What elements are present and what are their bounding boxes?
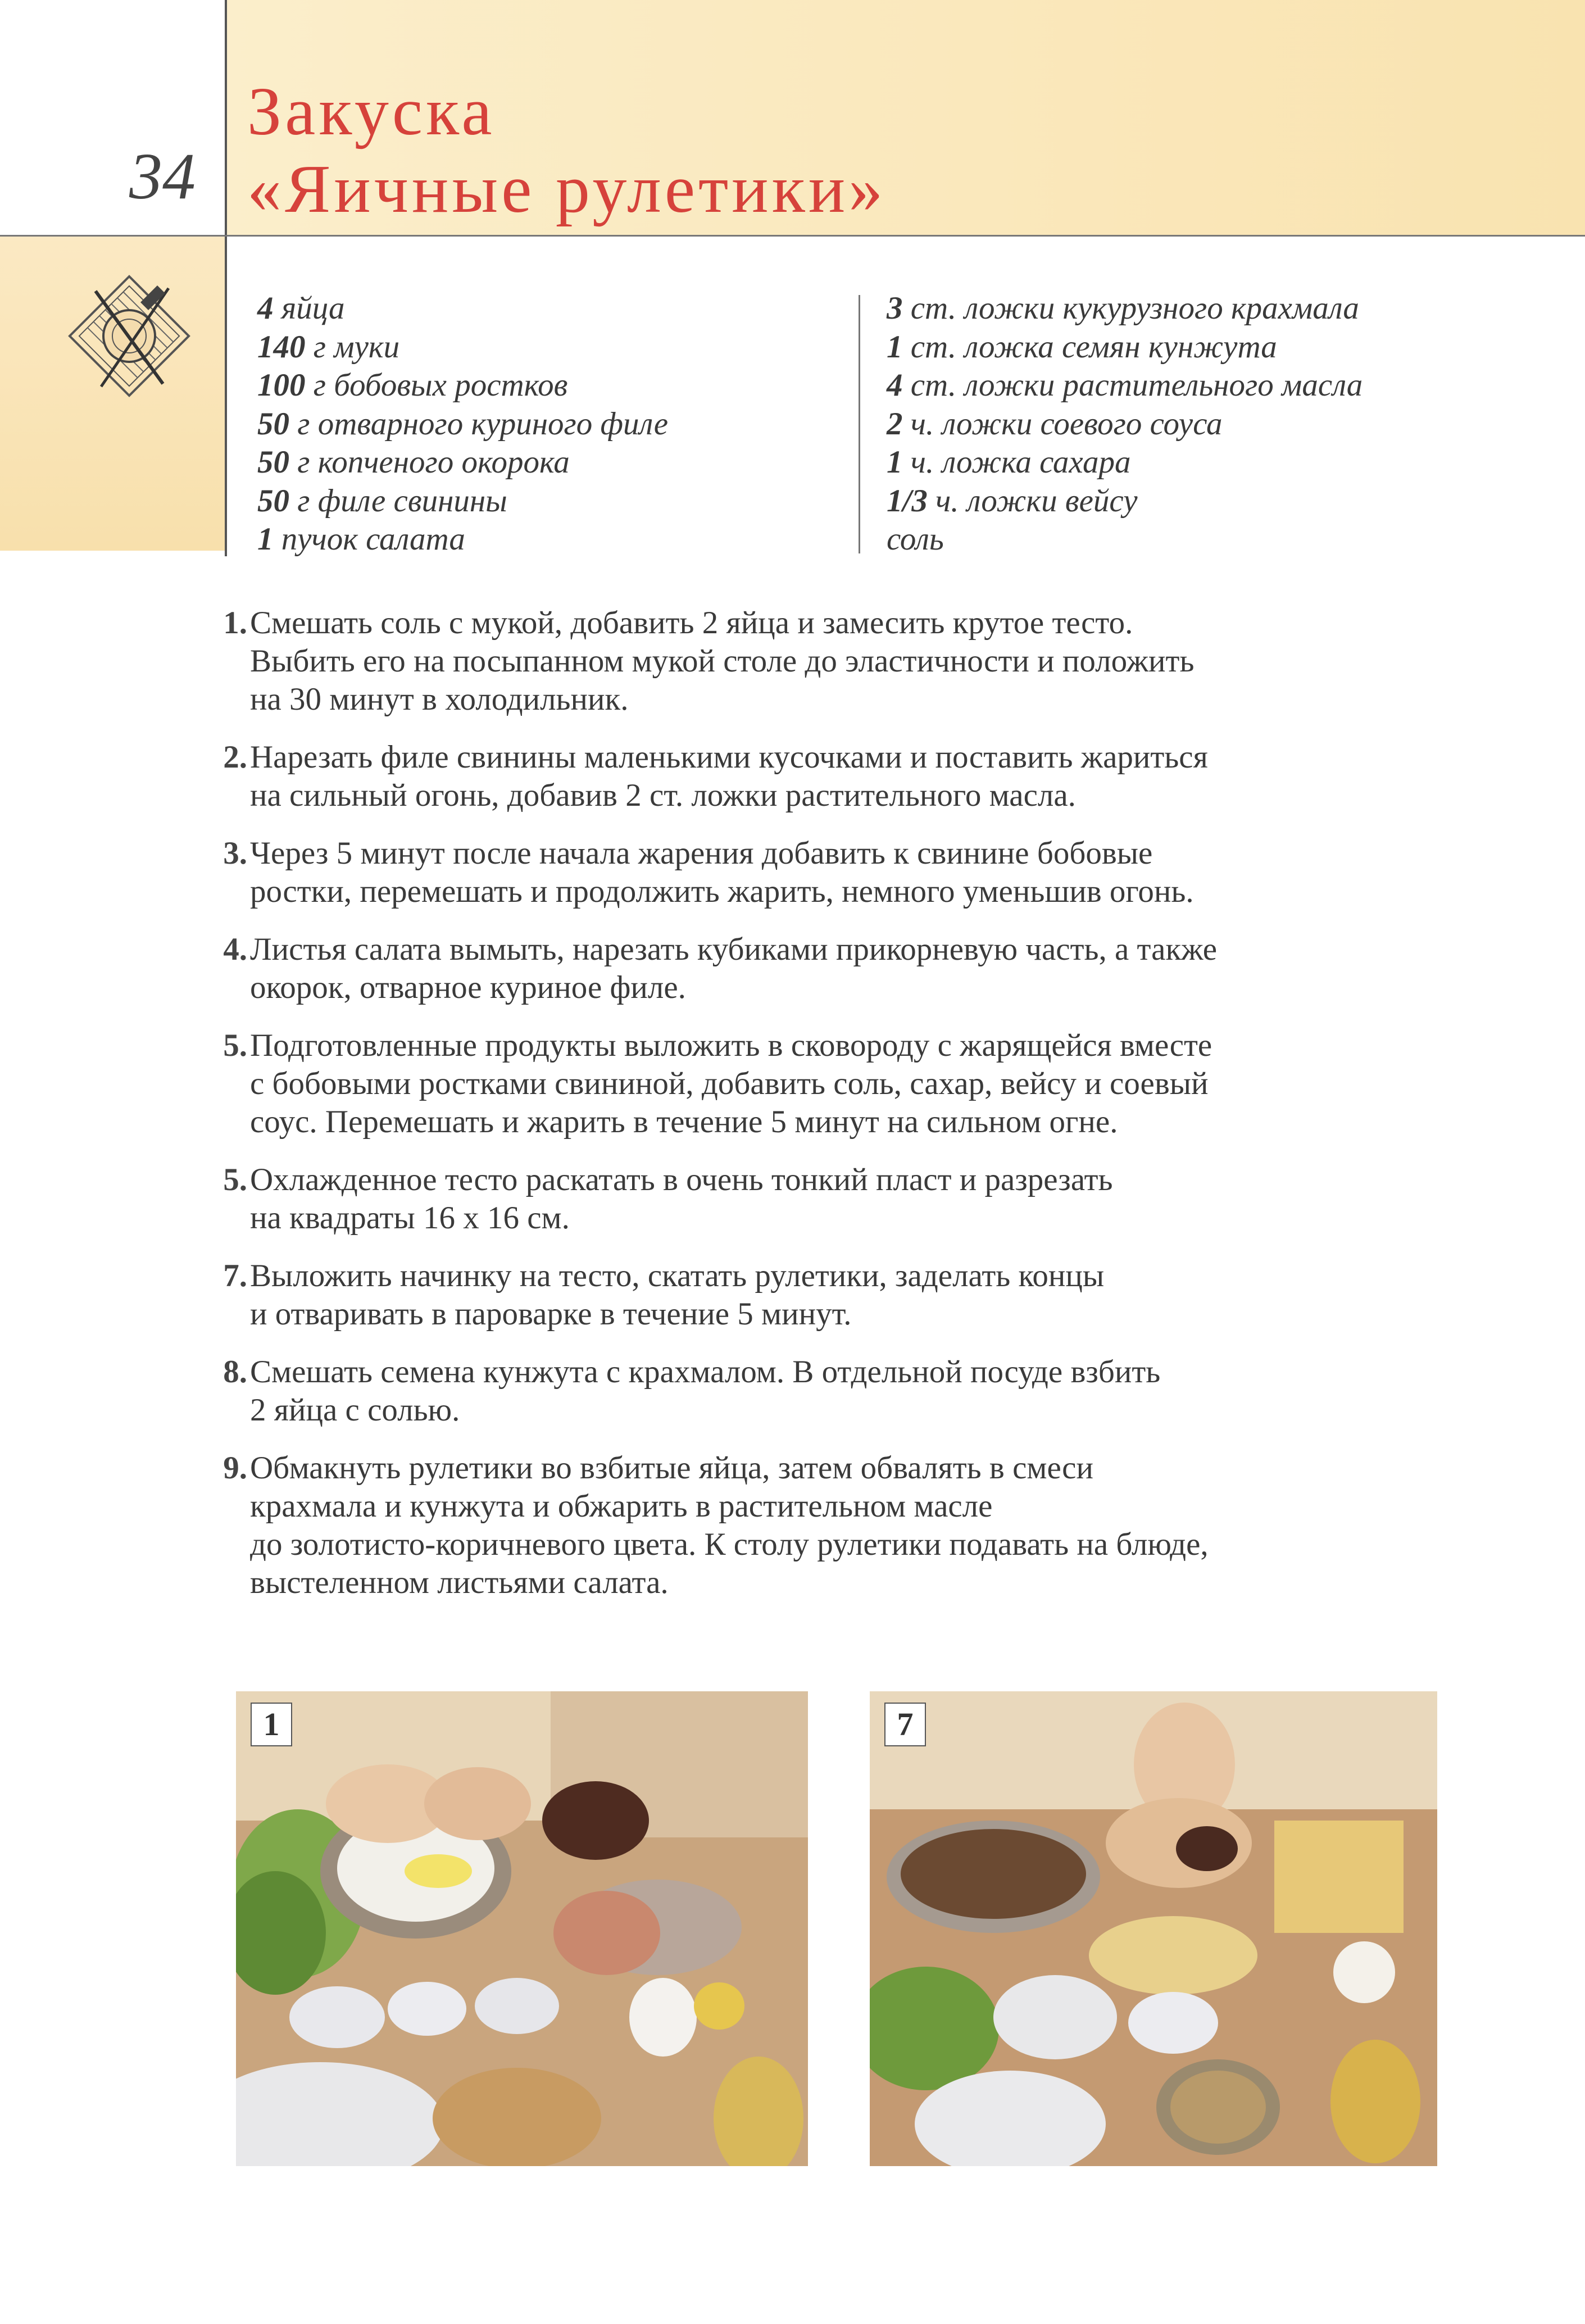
horizontal-rule <box>0 235 1585 237</box>
step-number: 5. <box>223 1028 247 1063</box>
ingredient-item: 1 пучок салата <box>257 521 465 557</box>
step-line: Выбить его на посыпанном мукой столе до эластичности и положить <box>250 643 1195 679</box>
recipe-step <box>199 834 1492 911</box>
recipe-step <box>199 604 1492 719</box>
page-number: 34 <box>129 139 196 213</box>
recipe-steps <box>199 604 1492 1622</box>
step-line: Нарезать филе свинины маленькими кусочками и поставить жариться <box>250 739 1208 775</box>
step-number: 7. <box>223 1258 247 1293</box>
kitchen-utensils-icon <box>56 263 202 409</box>
ingredient-item: 100 г бобовых ростков <box>257 367 568 403</box>
step-line: окорок, отварное куриное филе. <box>250 970 686 1005</box>
step-number: 4. <box>223 932 247 967</box>
ingredient-item: 1 ст. ложка семян кунжута <box>887 329 1277 365</box>
ingredient-item: 50 г копченого окорока <box>257 444 570 480</box>
ingredient-item: 4 ст. ложки растительного масла <box>887 367 1363 403</box>
step-line: ростки, перемешать и продолжить жарить, немного уменьшив огонь. <box>250 874 1194 909</box>
ingredient-item: 140 г муки <box>257 329 400 365</box>
step-number: 1. <box>223 605 247 641</box>
step-line: Листья салата вымыть, нарезать кубиками прикорневую часть, а также <box>250 932 1218 967</box>
photo-step-1 <box>236 1691 808 2166</box>
step-line: соус. Перемешать и жарить в течение 5 минут на сильном огне. <box>250 1104 1118 1140</box>
step-line: Обмакнуть рулетики во взбитые яйца, затем обвалять в смеси <box>250 1450 1093 1486</box>
title-line-2: «Яичные рулетики» <box>247 151 887 227</box>
step-number: 8. <box>223 1354 247 1390</box>
vertical-rule <box>225 0 227 556</box>
ingredient-item: 50 г филе свинины <box>257 483 507 519</box>
ingredients-right-column <box>887 289 1363 559</box>
photo-rolling-rolls <box>870 1691 1437 2166</box>
step-line: выстеленном листьями салата. <box>250 1565 669 1600</box>
photo-label: 7 <box>884 1703 926 1746</box>
step-line: на сильный огонь, добавив 2 ст. ложки растительного масла. <box>250 778 1076 813</box>
step-number: 9. <box>223 1450 247 1486</box>
ingredient-item: 1 ч. ложка сахара <box>887 444 1131 480</box>
step-line: Выложить начинку на тесто, скатать рулетики, заделать концы <box>250 1258 1105 1293</box>
photo-step-7 <box>870 1691 1437 2166</box>
photo-label: 1 <box>251 1703 292 1746</box>
step-line: Смешать семена кунжута с крахмалом. В отдельной посуде взбить <box>250 1354 1161 1390</box>
ingredient-item: 3 ст. ложки кукурузного крахмала <box>887 290 1359 326</box>
ingredient-item: 50 г отварного куриного филе <box>257 406 669 442</box>
step-number: 5. <box>223 1162 247 1197</box>
step-line: крахмала и кунжута и обжарить в растительном масле <box>250 1488 993 1524</box>
page-title <box>247 73 886 228</box>
step-line: 2 яйца с солью. <box>250 1392 460 1428</box>
recipe-step <box>199 1449 1492 1602</box>
recipe-step <box>199 1353 1492 1429</box>
step-line: Подготовленные продукты выложить в сковороду с жарящейся вместе <box>250 1028 1212 1063</box>
step-line: Через 5 минут после начала жарения добавить к свинине бобовые <box>250 836 1153 871</box>
title-line-1: Закуска <box>247 74 496 149</box>
step-line: на квадраты 16 х 16 см. <box>250 1200 570 1236</box>
step-line: до золотисто-коричневого цвета. К столу рулетики подавать на блюде, <box>250 1527 1209 1562</box>
ingredient-item: 4 яйца <box>257 290 345 326</box>
step-line: с бобовыми ростками свининой, добавить соль, сахар, вейсу и соевый <box>250 1066 1209 1101</box>
step-line: и отваривать в пароварке в течение 5 минут. <box>250 1296 852 1332</box>
recipe-step <box>199 1257 1492 1333</box>
recipe-step <box>199 1161 1492 1237</box>
ingredient-item: соль <box>887 521 944 557</box>
recipe-step <box>199 1027 1492 1141</box>
photo-kneading-dough <box>236 1691 808 2166</box>
recipe-step <box>199 738 1492 815</box>
ingredient-item: 1/3 ч. ложки вейсу <box>887 483 1138 519</box>
step-line: Смешать соль с мукой, добавить 2 яйца и замесить крутое тесто. <box>250 605 1133 641</box>
ingredient-item: 2 ч. ложки соевого соуса <box>887 406 1223 442</box>
ingredients-left-column <box>257 289 668 559</box>
step-number: 3. <box>223 836 247 871</box>
ingredients-divider <box>859 295 860 553</box>
step-line: Охлажденное тесто раскатать в очень тонкий пласт и разрезать <box>250 1162 1113 1197</box>
recipe-step <box>199 930 1492 1007</box>
step-number: 2. <box>223 739 247 775</box>
step-line: на 30 минут в холодильник. <box>250 682 629 717</box>
